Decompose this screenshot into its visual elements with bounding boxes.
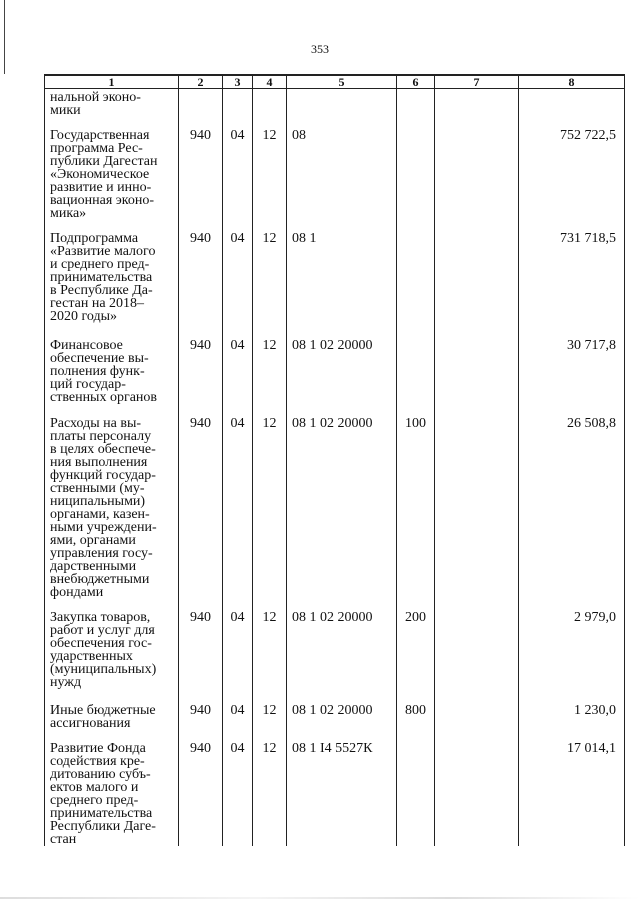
table-row (45, 704, 625, 742)
row-expense-type (397, 742, 435, 846)
row-admin-code: 940 (179, 704, 223, 742)
row-amount: 752 722,5 (519, 129, 625, 232)
row-section: 04 (223, 417, 253, 611)
row-col-7 (435, 611, 519, 704)
row-expense-type: 100 (397, 417, 435, 611)
header-col-2: 2 (179, 75, 223, 89)
header-col-8: 8 (519, 75, 625, 89)
row-amount: 30 717,8 (519, 339, 625, 417)
row-section: 04 (223, 129, 253, 232)
row-subsection: 12 (253, 417, 287, 611)
row-section: 04 (223, 339, 253, 417)
scan-bottom-artifact (0, 897, 640, 899)
row-col-7 (435, 232, 519, 339)
header-col-1: 1 (45, 75, 179, 89)
row-admin-code: 940 (179, 742, 223, 846)
row-subsection: 12 (253, 611, 287, 704)
row-admin-code: 940 (179, 129, 223, 232)
row-section: 04 (223, 704, 253, 742)
row-section: 04 (223, 742, 253, 846)
row-subsection: 12 (253, 339, 287, 417)
row-col-7 (435, 704, 519, 742)
row-target-article: 08 1 (287, 232, 397, 339)
row-amount: 1 230,0 (519, 704, 625, 742)
row-admin-code: 940 (179, 339, 223, 417)
row-target-article: 08 1 02 20000 (287, 611, 397, 704)
row-section: 04 (223, 232, 253, 339)
row-expense-type: 200 (397, 611, 435, 704)
row-subsection: 12 (253, 232, 287, 339)
row-section: 04 (223, 611, 253, 704)
row-name: Расходы на вы- платы персоналу в целях обеспече- ния выполнения функций государ- ственными (му- ниципальными) органами, казен- ными учреждени- ями, органами управления госу- дарственными внебюджетными фондами (45, 417, 179, 611)
row-name: Иные бюджетные ассигнования (45, 704, 179, 742)
row-target-article: 08 (287, 129, 397, 232)
row-target-article: 08 1 I4 5527К (287, 742, 397, 846)
row-subsection: 12 (253, 704, 287, 742)
row-name: Подпрограмма «Развитие малого и среднего пред- принимательства в Республике Да- гестан на 2018– 2020 годы» (45, 232, 179, 339)
row-subsection (253, 89, 287, 130)
row-col-7 (435, 129, 519, 232)
table-body (45, 89, 625, 847)
row-name: нальной эконо- мики (45, 89, 179, 130)
header-col-3: 3 (223, 75, 253, 89)
row-admin-code: 940 (179, 611, 223, 704)
row-expense-type (397, 89, 435, 130)
row-col-7 (435, 339, 519, 417)
row-amount: 26 508,8 (519, 417, 625, 611)
row-amount: 731 718,5 (519, 232, 625, 339)
header-col-6: 6 (397, 75, 435, 89)
row-expense-type (397, 129, 435, 232)
header-col-7: 7 (435, 75, 519, 89)
row-col-7 (435, 417, 519, 611)
row-admin-code: 940 (179, 417, 223, 611)
budget-table (44, 74, 625, 846)
row-target-article: 08 1 02 20000 (287, 339, 397, 417)
row-name: Закупка товаров, работ и услуг для обеспечения гос- ударственных (муниципальных) нужд (45, 611, 179, 704)
row-expense-type (397, 339, 435, 417)
header-row (45, 75, 625, 89)
row-amount (519, 89, 625, 130)
table-row (45, 89, 625, 130)
row-name: Развитие Фонда содействия кре- дитованию субъ- ектов малого и среднего пред- принимательства Республики Даге- стан (45, 742, 179, 846)
page-number: 353 (311, 42, 329, 56)
row-name: Финансовое обеспечение вы- полнения функ- ций государ- ственных органов (45, 339, 179, 417)
scan-edge-line (4, 0, 5, 74)
table-row (45, 339, 625, 417)
row-col-7 (435, 89, 519, 130)
header-col-5: 5 (287, 75, 397, 89)
row-subsection: 12 (253, 742, 287, 846)
row-target-article: 08 1 02 20000 (287, 417, 397, 611)
row-target-article: 08 1 02 20000 (287, 704, 397, 742)
row-expense-type: 800 (397, 704, 435, 742)
row-section (223, 89, 253, 130)
row-subsection: 12 (253, 129, 287, 232)
row-expense-type (397, 232, 435, 339)
row-amount: 17 014,1 (519, 742, 625, 846)
table-row (45, 232, 625, 339)
row-admin-code (179, 89, 223, 130)
table-row (45, 129, 625, 232)
header-col-4: 4 (253, 75, 287, 89)
table-row (45, 742, 625, 846)
row-name: Государственная программа Рес- публики Дагестан «Экономическое развитие и инно- вационная эконо- мика» (45, 129, 179, 232)
row-col-7 (435, 742, 519, 846)
table-row (45, 417, 625, 611)
row-target-article (287, 89, 397, 130)
table-row (45, 611, 625, 704)
row-admin-code: 940 (179, 232, 223, 339)
row-amount: 2 979,0 (519, 611, 625, 704)
